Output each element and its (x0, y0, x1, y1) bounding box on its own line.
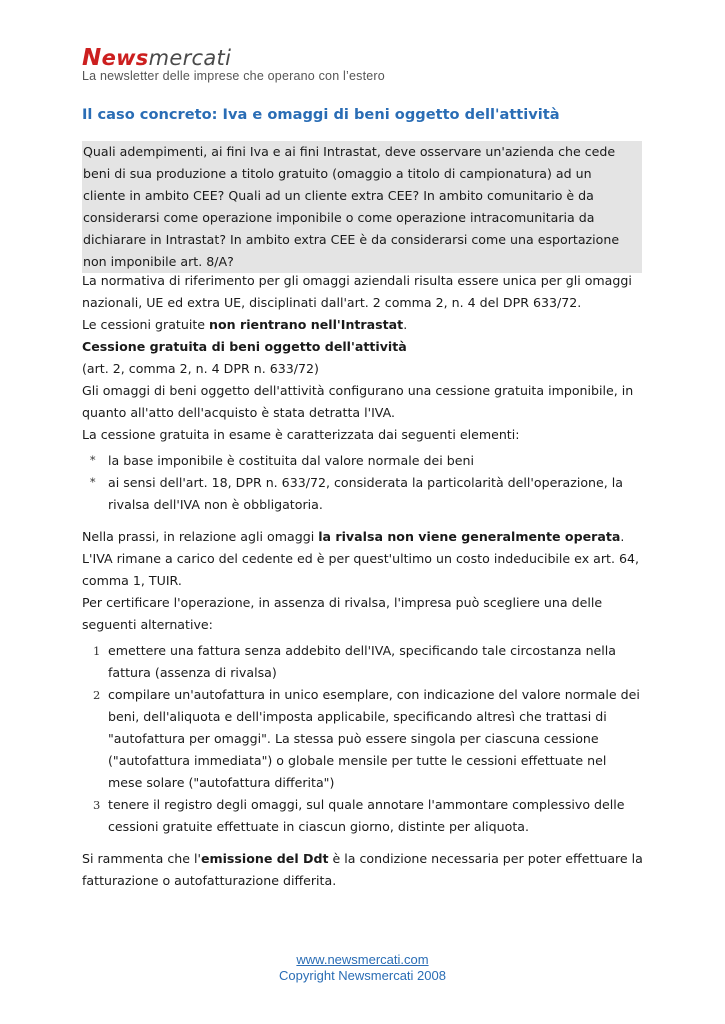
subheading: Cessione gratuita di beni oggetto dell'attività (82, 339, 407, 354)
bold-non-rientrano: non rientrano nell'Intrastat (209, 317, 404, 332)
tagline: La newsletter delle imprese che operano con l’estero (82, 69, 385, 83)
list-item: 3 tenere il registro degli omaggi, sul quale annotare l'ammontare complessivo delle cessioni gratuite effettuate in ciascun giorno, distinte per aliquota. (93, 797, 625, 834)
question-box (82, 141, 642, 273)
list-item: * ai sensi dell'art. 18, DPR n. 633/72, considerata la particolarità dell'operazione, la rivalsa dell'IVA non è obbligatoria. (82, 472, 644, 516)
bullet-marker: * (90, 476, 96, 489)
list-item: 2 compilare un'autofattura in unico esemplare, con indicazione del valore normale dei beni, dell'aliquota e dell'imposta applicabile, specificando altresì che trattasi di "autofattura per omaggi". La stessa può essere singola per ciascuna cessione ("autofattura immediata") o globale mensile per tutte le cessioni effettuate nel mese solare ("autofattura differita") (93, 687, 640, 790)
paragraph-normativa: La normativa di riferimento per gli omaggi aziendali risulta essere unica per gli omaggi nazionali, UE ed extra UE, disciplinati dall'art. 2 comma 2, n. 4 del DPR 633/72. (82, 273, 632, 310)
article-title: Il caso concreto: Iva e omaggi di beni oggetto dell'attività (82, 106, 560, 123)
legal-reference: (art. 2, comma 2, n. 4 DPR n. 633/72) (82, 361, 319, 376)
paragraph-ddt: Si rammenta che l'emissione del Ddt è la condizione necessaria per poter effettuare la fatturazione o autofatturazione differita. (82, 851, 643, 888)
question-text: Quali adempimenti, ai fini Iva e ai fini Intrastat, deve osservare un'azienda che cede beni di sua produzione a titolo gratuito (omaggio a titolo di campionatura) ad un cliente in ambito CEE? Quali ad un cliente extra CEE? In ambito comunitario è da considerarsi come operazione imponibile o come operazione intracomunitaria da dichiarare in Intrastat? In ambito extra CEE è da considerarsi come una esportazione non imponibile art. 8/A? (83, 144, 620, 269)
numbered-list (82, 640, 644, 838)
copyright-text: Copyright Newsmercati 2008 (279, 968, 446, 983)
bold-emissione-ddt: emissione del Ddt (200, 851, 329, 866)
bullet-marker: * (90, 454, 96, 467)
paragraph-omaggi: Gli omaggi di beni oggetto dell'attività configurano una cessione gratuita imponibile, in quanto all'atto dell'acquisto è stata detratta l'IVA. (82, 383, 634, 420)
paragraph-alternative: Per certificare l'operazione, in assenza di rivalsa, l'impresa può scegliere una delle seguenti alternative: (82, 595, 603, 632)
header (82, 46, 385, 83)
paragraph-prassi: Nella prassi, in relazione agli omaggi la rivalsa non viene generalmente operata. (82, 529, 625, 544)
list-item: 1 emettere una fattura senza addebito dell'IVA, specificando tale circostanza nella fattura (assenza di rivalsa) (93, 643, 617, 680)
website-link[interactable]: www.newsmercati.com (296, 952, 429, 967)
paragraph-intrastat: Le cessioni gratuite non rientrano nell'Intrastat. (82, 317, 408, 332)
bold-rivalsa: la rivalsa non viene generalmente operata (318, 529, 621, 544)
paragraph-elementi: La cessione gratuita in esame è caratterizzata dai seguenti elementi: (82, 427, 520, 442)
article-body (82, 270, 644, 892)
bullet-list (82, 450, 644, 516)
paragraph-iva-cedente: L'IVA rimane a carico del cedente ed è per quest'ultimo un costo indeducibile ex art. 64, comma 1, TUIR. (82, 551, 640, 588)
newsmercati-logo: Newsmercati (82, 45, 232, 71)
list-item: * la base imponibile è costituita dal valore normale dei beni (82, 450, 644, 472)
footer (0, 952, 725, 984)
